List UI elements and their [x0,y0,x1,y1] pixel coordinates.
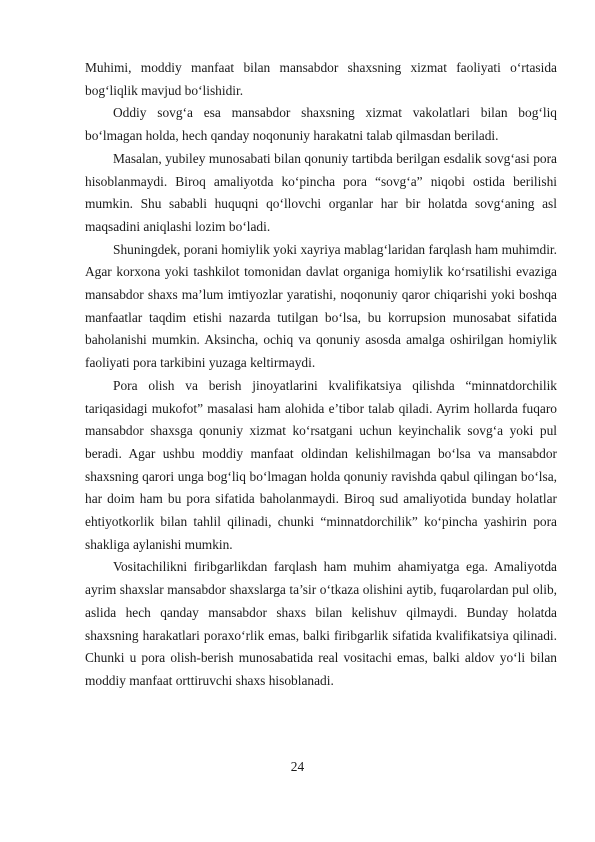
paragraph-jubilee-gift-example: Masalan, yubiley munosabati bilan qonuniy tartibda berilgan esdalik sovg‘asi pora hisoblanmaydi. Biroq amaliyotda ko‘pincha pora “sovg‘a” niqobi ostida berilishi mumkin. Shu sababli huquqni qo‘llovchi organlar har bir holatda sovg‘aning asl maqsadini aniqlashi lozim bo‘ladi. [85,150,557,234]
paragraph-continuation: Muhimi, moddiy manfaat bilan mansabdor shaxsning xizmat faoliyati o‘rtasida bog‘liqlik mavjud bo‘lishidir. [85,60,557,98]
paragraph-gratitude-reward: Pora olish va berish jinoyatlarini kvalifikatsiya qilishda “minnatdorchilik tariqasidagi mukofot” masalasi ham alohida e’tibor talab qiladi. Ayrim hollarda fuqaro mansabdor shaxsga qonuniy xizmat ko‘rsatgani uchun keyinchalik sovg‘a yoki pul beradi. Agar ushbu moddiy manfaat oldindan kelishilmagan bo‘lsa va mansabdor shaxsning qarori unga bog‘liq bo‘lmagan holda qonuniy ravishda qabul qilingan bo‘lsa, har doim ham bu pora sifatida baholanmaydi. Biroq sud amaliyotida bunday holatlar ehtiyotkorlik bilan tahlil qilinadi, chunki “minnatdorchilik” ko‘pincha yashirin pora shakliga aylanishi mumkin. [85,377,557,552]
paragraph-sponsorship-distinction: Shuningdek, porani homiylik yoki xayriya mablag‘laridan farqlash ham muhimdir. Agar korxona yoki tashkilot tomonidan davlat organiga homiylik ko‘rsatilishi evaziga mansabdor shaxs ma’lum imtiyozlar yaratishi, noqonuniy qaror chiqarishi yoki boshqa manfaatlar taqdim etishi nazarda tutilgan bo‘lsa, bu korrupsion munosabat sifatida baholanishi mumkin. Aksincha, ochiq va qonuniy asosda amalga oshirilgan homiylik faoliyati pora tarkibini yuzaga keltirmaydi. [85,241,557,371]
paragraph-ordinary-gift: Oddiy sovg‘a esa mansabdor shaxsning xizmat vakolatlari bilan bog‘liq bo‘lmagan holda, hech qanday noqonuniy harakatni talab qilmasdan beriladi. [85,105,557,144]
paragraph-mediation-vs-fraud: Vositachilikni firibgarlikdan farqlash ham muhim ahamiyatga ega. Amaliyotda ayrim shaxslar mansabdor shaxslarga ta’sir o‘tkaza olishini aytib, fuqarolardan pul olib, aslida hech qanday mansabdor shaxs bilan kelishuv qilmaydi. Bunday holatda shaxsning harakatlari poraxo‘rlik emas, balki firibgarlik sifatida kvalifikatsiya qilinadi. Chunki u pora olish-berish munosabatida real vositachi emas, balki aldov yo‘li bilan moddiy manfaat orttiruvchi shaxs hisoblanadi. [85,559,557,688]
document-body [85,57,557,693]
page-number: 24 [290,759,305,774]
